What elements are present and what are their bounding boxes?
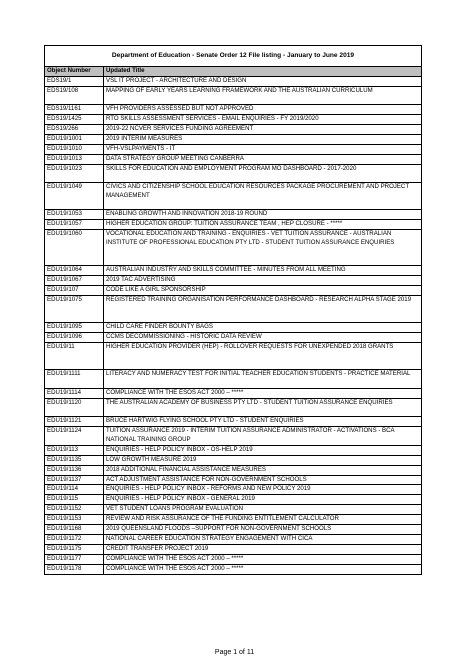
updated-title-cell: 2018 ADDITIONAL FINANCIAL ASSISTANCE MEASURES: [104, 465, 422, 475]
table-row: [45, 164, 422, 182]
updated-title-cell: AUSTRALIAN INDUSTRY AND SKILLS COMMITTEE - MINUTES FROM ALL MEETING: [104, 266, 422, 276]
updated-title-cell: ENABLING GROWTH AND INNOVATION 2018-19 ROUND: [104, 210, 422, 220]
object-number-cell: EDS19/266: [45, 125, 104, 135]
object-number-cell: EDU19/1096: [45, 333, 104, 343]
updated-title-cell: 2019 INTERIM MEASURES: [104, 134, 422, 144]
document-title: Department of Education - Senate Order 12 File listing - January to June 2019: [45, 46, 422, 67]
table-row: [45, 398, 422, 416]
table-row: [45, 505, 422, 515]
object-number-cell: EDU19/1124: [45, 427, 104, 446]
updated-title-cell: VET STUDENT LOANS PROGRAM EVALUATION: [104, 505, 422, 515]
table-row: [45, 515, 422, 525]
object-number-cell: EDU19/1178: [45, 564, 104, 574]
updated-title-cell: SKILLS FOR EDUCATION AND EMPLOYMENT PROGRAM MO DASHBOARD - 2017-2020: [104, 164, 422, 182]
updated-title-cell: HIGHER EDUCATION GROUP: TUITION ASSURANCE TEAM , HEP CLOSURE - *****: [104, 220, 422, 230]
object-number-cell: EDS19/1425: [45, 115, 104, 125]
table-row: [45, 445, 422, 455]
updated-title-cell: REVIEW AND RISK ASSURANCE OF THE FUNDING ENTITLEMENT CALCULATOR: [104, 515, 422, 525]
updated-title-cell: BRUCE HARTWIG FLYING SCHOOL PTY LTD - STUDENT ENQUIRIES: [104, 417, 422, 427]
table-body: [45, 76, 422, 574]
table-row: [45, 323, 422, 333]
updated-title-cell: COMPLIANCE WITH THE ESOS ACT 2000 – *****: [104, 564, 422, 574]
object-number-cell: EDU19/1172: [45, 535, 104, 545]
updated-title-cell: VOCATIONAL EDUCATION AND TRAINING - ENQUIRIES - VET TUITION ASSURANCE - AUSTRALIAN INSTITUTE OF PROFESSIONAL EDUCATION PTY LTD - STUDENT TUITION ASSURANCE ENQUIRIES: [104, 230, 422, 266]
updated-title-cell: CCMS DECOMMISSIONING - HISTORIC DATA REVIEW: [104, 333, 422, 343]
table-row: [45, 475, 422, 485]
updated-title-cell: COMPLIANCE WITH THE ESOS ACT 2000 – *****: [104, 554, 422, 564]
table-row: [45, 544, 422, 554]
updated-title-cell: MAPPING OF EARLY YEARS LEARNING FRAMEWORK AND THE AUSTRALIAN CURRICULUM: [104, 86, 422, 104]
updated-title-cell: 2019-22 NCVER SERVICES FUNDING AGREEMENT: [104, 125, 422, 135]
updated-title-cell: CODE LIKE A GIRL SPONSORSHIP: [104, 286, 422, 296]
updated-title-cell: RTO SKILLS ASSESSMENT SERVICES - EMAIL ENQUIRIES - FY 2019/2020: [104, 115, 422, 125]
table-row: [45, 485, 422, 495]
updated-title-cell: 2019 TAC ADVERTISING: [104, 276, 422, 286]
object-number-cell: EDU19/114: [45, 485, 104, 495]
object-number-cell: EDU19/1010: [45, 144, 104, 154]
table-row: [45, 370, 422, 388]
object-number-cell: EDU19/1049: [45, 183, 104, 210]
object-number-cell: EDU19/1177: [45, 554, 104, 564]
table-row: [45, 144, 422, 154]
table-row: [45, 388, 422, 398]
table-row: [45, 230, 422, 266]
updated-title-cell: LITERACY AND NUMERACY TEST FOR INITIAL TEACHER EDUCATION STUDENTS - PRACTICE MATERIAL: [104, 370, 422, 388]
object-number-cell: EDS19/1: [45, 76, 104, 86]
object-number-cell: EDU19/1013: [45, 154, 104, 164]
updated-title-cell: NATIONAL CAREER EDUCATION STRATEGY ENGAGEMENT WITH CICA: [104, 535, 422, 545]
column-header-updated-title: Updated Title: [104, 67, 422, 77]
object-number-cell: EDU19/1135: [45, 455, 104, 465]
updated-title-cell: CIVICS AND CITIZENSHIP SCHOOL EDUCATION RESOURCES PACKAGE PROCUREMENT AND PROJECT MANAGEMENT: [104, 183, 422, 210]
updated-title-cell: HIGHER EDUCATION PROVIDER (HEP) - ROLLOVER REQUESTS FOR UNEXPENDED 2018 GRANTS: [104, 343, 422, 370]
object-number-cell: EDU19/1057: [45, 220, 104, 230]
object-number-cell: EDU19/1023: [45, 164, 104, 182]
updated-title-cell: CREDIT TRANSFER PROJECT 2019: [104, 544, 422, 554]
object-number-cell: EDU19/107: [45, 286, 104, 296]
updated-title-cell: VFH PROVIDERS ASSESSED BUT NOT APPROVED: [104, 105, 422, 115]
updated-title-cell: 2019 QUEENSLAND FLOODS –SUPPORT FOR NON-GOVERNMENT SCHOOLS: [104, 525, 422, 535]
object-number-cell: EDU19/1053: [45, 210, 104, 220]
updated-title-cell: VSL IT PROJECT - ARCHITECTURE AND DESIGN: [104, 76, 422, 86]
table-row: [45, 266, 422, 276]
table-row: [45, 564, 422, 574]
updated-title-cell: ENQUIRIES - HELP POLICY INBOX - GENERAL 2019: [104, 495, 422, 505]
table-row: [45, 276, 422, 286]
updated-title-cell: LOW GROWTH MEASURE 2019: [104, 455, 422, 465]
object-number-cell: EDU19/1168: [45, 525, 104, 535]
updated-title-cell: ENQUIRIES - HELP POLICY INBOX - REFORMS AND NEW POLICY 2019: [104, 485, 422, 495]
object-number-cell: EDU19/1175: [45, 544, 104, 554]
updated-title-cell: VFH-VSLPAYMENTS - IT: [104, 144, 422, 154]
table-row: [45, 525, 422, 535]
updated-title-cell: ACT ADJUSTMENT ASSISTANCE FOR NON-GOVERNMENT SCHOOLS: [104, 475, 422, 485]
object-number-cell: EDU19/1152: [45, 505, 104, 515]
updated-title-cell: TUITION ASSURANCE 2019 - INTERIM TUITION ASSURANCE ADMINISTRATOR - ACTIVATIONS - BCA NATIONAL TRAINING GROUP: [104, 427, 422, 446]
updated-title-cell: THE AUSTRALIAN ACADEMY OF BUSINESS PTY LTD - STUDENT TUITION ASSURANCE ENQUIRIES: [104, 398, 422, 416]
table-row: [45, 554, 422, 564]
table-row: [45, 455, 422, 465]
table-row: [45, 417, 422, 427]
updated-title-cell: CHILD CARE FINDER BOUNTY BAGS: [104, 323, 422, 333]
object-number-cell: EDS19/108: [45, 86, 104, 104]
table-row: [45, 465, 422, 475]
table-row: [45, 210, 422, 220]
table-row: [45, 535, 422, 545]
table-row: [45, 286, 422, 296]
updated-title-cell: DATA STRATEGY GROUP MEETING CANBERRA: [104, 154, 422, 164]
object-number-cell: EDU19/1064: [45, 266, 104, 276]
table-row: [45, 495, 422, 505]
updated-title-cell: REGISTERED TRAINING ORGANISATION PERFORMANCE DASHBOARD - RESEARCH ALPHA STAGE 2019: [104, 296, 422, 323]
table-row: [45, 154, 422, 164]
header-row: [45, 67, 422, 77]
column-header-object-number: Object Number: [45, 67, 104, 77]
object-number-cell: EDU19/1095: [45, 323, 104, 333]
object-number-cell: EDS19/1161: [45, 105, 104, 115]
table-row: [45, 86, 422, 104]
object-number-cell: EDU19/1120: [45, 398, 104, 416]
object-number-cell: EDU19/115: [45, 495, 104, 505]
object-number-cell: EDU19/1111: [45, 370, 104, 388]
object-number-cell: EDU19/1060: [45, 230, 104, 266]
table-row: [45, 183, 422, 210]
object-number-cell: EDU19/1121: [45, 417, 104, 427]
object-number-cell: EDU19/113: [45, 445, 104, 455]
updated-title-cell: ENQUIRIES - HELP POLICY INBOX - OS-HELP 2019: [104, 445, 422, 455]
file-listing-table: [44, 45, 422, 575]
object-number-cell: EDU19/1067: [45, 276, 104, 286]
table-row: [45, 296, 422, 323]
table-row: [45, 333, 422, 343]
object-number-cell: EDU19/1137: [45, 475, 104, 485]
object-number-cell: EDU19/11: [45, 343, 104, 370]
table-row: [45, 105, 422, 115]
table-row: [45, 343, 422, 370]
table-row: [45, 134, 422, 144]
table-row: [45, 427, 422, 446]
object-number-cell: EDU19/1114: [45, 388, 104, 398]
table-row: [45, 220, 422, 230]
object-number-cell: EDU19/1136: [45, 465, 104, 475]
page-number: Page 1 of 11: [214, 649, 255, 656]
object-number-cell: EDU19/1153: [45, 515, 104, 525]
title-row: [45, 46, 422, 67]
object-number-cell: EDU19/1075: [45, 296, 104, 323]
table-row: [45, 76, 422, 86]
file-listing-sheet: [44, 45, 422, 575]
table-row: [45, 125, 422, 135]
object-number-cell: EDU19/1001: [45, 134, 104, 144]
updated-title-cell: COMPLIANCE WITH THE ESOS ACT 2000 – *****: [104, 388, 422, 398]
table-row: [45, 115, 422, 125]
